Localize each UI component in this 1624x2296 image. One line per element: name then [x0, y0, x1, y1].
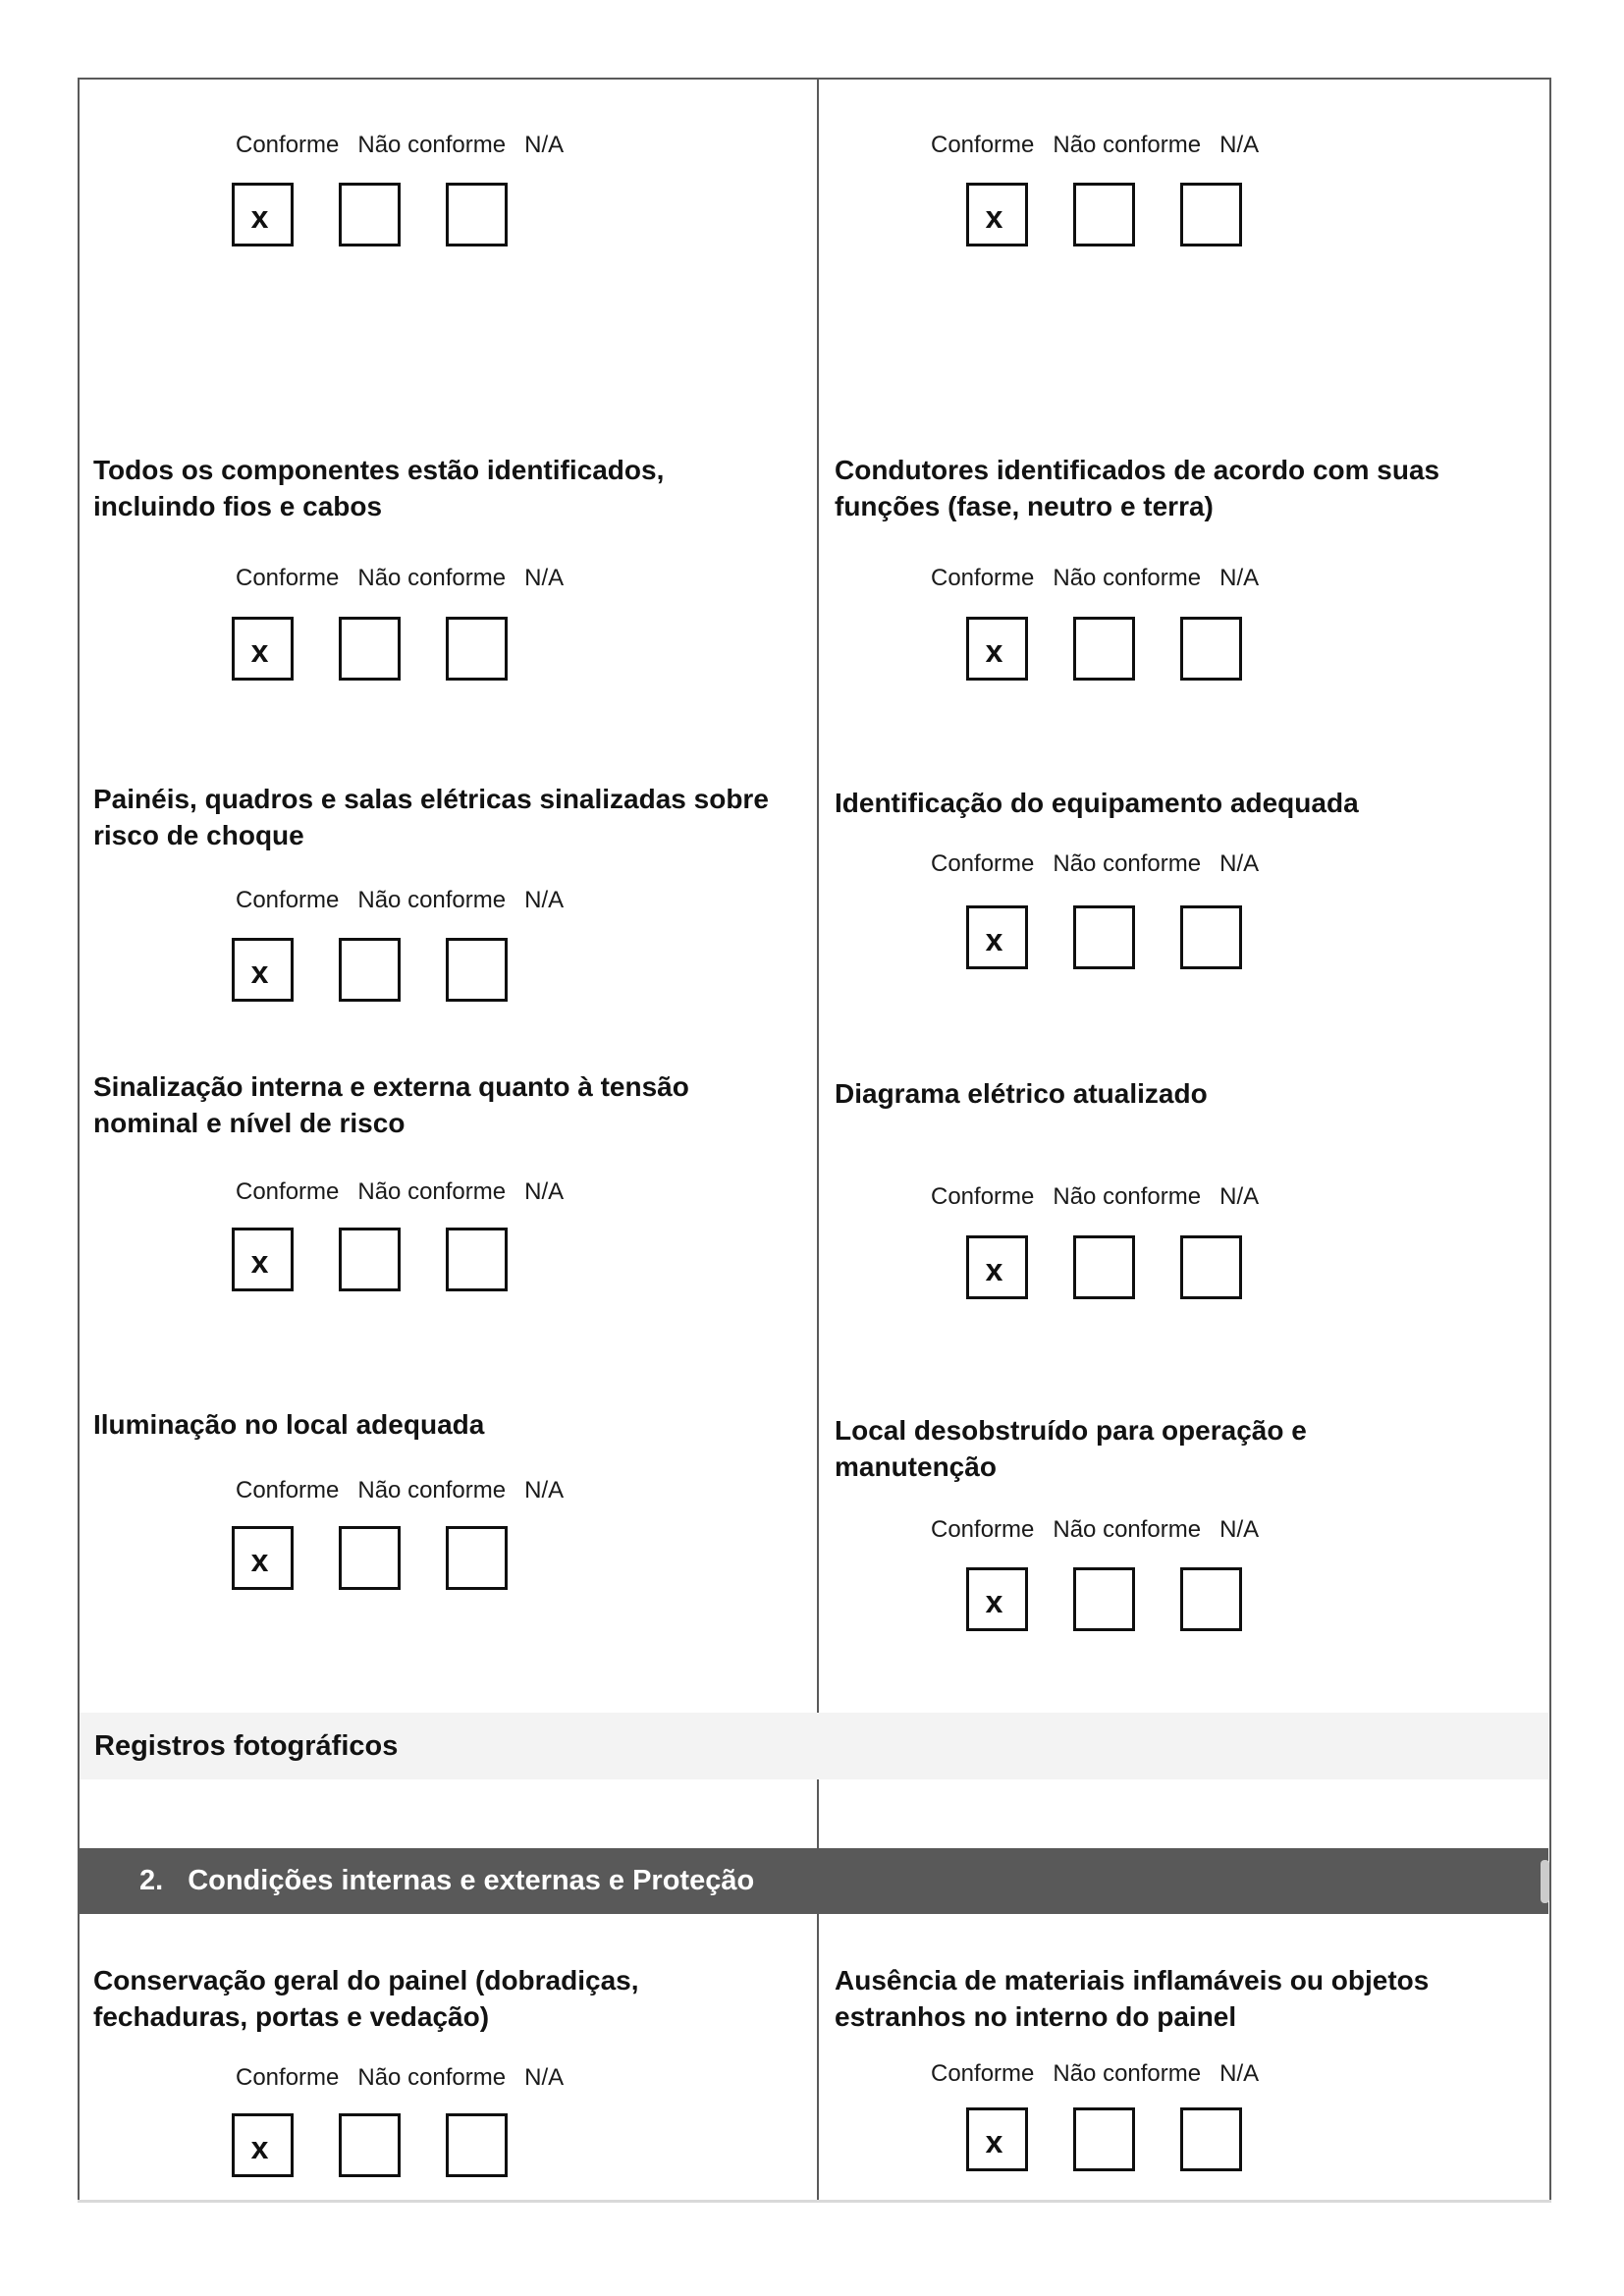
- check-mark: x: [985, 1251, 1003, 1287]
- item-label: Painéis, quadros e salas elétricas sinalizadas sobre risco de choque: [93, 784, 769, 850]
- item-label: Conservação geral do painel (dobradiças, fechaduras, portas e vedação): [93, 1965, 639, 2032]
- item-label: Diagrama elétrico atualizado: [835, 1078, 1208, 1109]
- checkbox-conforme[interactable]: [232, 617, 294, 681]
- checkbox-nao-conforme[interactable]: [1073, 1567, 1135, 1631]
- checkbox-nao-conforme[interactable]: [339, 2113, 401, 2177]
- section-header-2: [80, 1848, 1548, 1914]
- conformity-options: [236, 132, 564, 159]
- conforme-label: Conforme: [931, 565, 1035, 591]
- na-label: N/A: [524, 1477, 565, 1503]
- conforme-label: Conforme: [236, 565, 340, 591]
- conformity-options: [236, 1178, 564, 1206]
- check-mark: x: [250, 632, 269, 669]
- checkbox-na[interactable]: [446, 938, 508, 1002]
- conformity-options: [236, 565, 564, 592]
- conforme-label: Conforme: [931, 850, 1035, 877]
- conformity-options: [931, 1516, 1259, 1544]
- checkbox-conforme[interactable]: [232, 1228, 294, 1291]
- check-mark: x: [250, 198, 269, 235]
- item-label: Todos os componentes estão identificados, incluindo fios e cabos: [93, 455, 665, 521]
- checkbox-na[interactable]: [1180, 183, 1242, 246]
- conformity-options: [236, 887, 564, 914]
- conformity-options: [236, 1477, 564, 1504]
- nao-conforme-label: Não conforme: [1053, 850, 1202, 877]
- conformity-options: [931, 850, 1259, 878]
- nao-conforme-label: Não conforme: [357, 887, 507, 913]
- nao-conforme-label: Não conforme: [357, 1178, 507, 1205]
- check-mark: x: [985, 632, 1003, 669]
- checkbox-conforme[interactable]: [966, 183, 1028, 246]
- checkbox-row: [232, 183, 508, 246]
- checkbox-row: [966, 1235, 1242, 1299]
- nao-conforme-label: Não conforme: [357, 132, 507, 158]
- checkbox-nao-conforme[interactable]: [1073, 183, 1135, 246]
- checkbox-conforme[interactable]: [966, 1235, 1028, 1299]
- checkbox-conforme[interactable]: [966, 617, 1028, 681]
- conforme-label: Conforme: [236, 2064, 340, 2091]
- checkbox-nao-conforme[interactable]: [339, 1228, 401, 1291]
- checkbox-conforme[interactable]: [232, 938, 294, 1002]
- checkbox-row: [966, 183, 1242, 246]
- checkbox-conforme[interactable]: [232, 183, 294, 246]
- checkbox-conforme[interactable]: [232, 1526, 294, 1590]
- section-number: 2.: [139, 1865, 164, 1896]
- checkbox-row: [966, 617, 1242, 681]
- checkbox-nao-conforme[interactable]: [1073, 2107, 1135, 2171]
- checkbox-conforme[interactable]: [966, 2107, 1028, 2171]
- na-label: N/A: [524, 887, 565, 913]
- conforme-label: Conforme: [931, 2060, 1035, 2087]
- na-label: N/A: [1219, 132, 1260, 158]
- na-label: N/A: [1219, 850, 1260, 877]
- checkbox-nao-conforme[interactable]: [339, 617, 401, 681]
- checkbox-nao-conforme[interactable]: [339, 938, 401, 1002]
- item-label: Condutores identificados de acordo com suas funções (fase, neutro e terra): [835, 455, 1440, 521]
- na-label: N/A: [524, 565, 565, 591]
- checkbox-row: [966, 905, 1242, 969]
- subsection-title: Registros fotográficos: [94, 1729, 399, 1762]
- checkbox-na[interactable]: [446, 1228, 508, 1291]
- section-title: Condições internas e externas e Proteção: [188, 1865, 755, 1896]
- checkbox-na[interactable]: [446, 183, 508, 246]
- checkbox-nao-conforme[interactable]: [1073, 1235, 1135, 1299]
- checkbox-row: [966, 2107, 1242, 2171]
- checkbox-na[interactable]: [1180, 617, 1242, 681]
- checkbox-row: [232, 938, 508, 1002]
- conforme-label: Conforme: [236, 1178, 340, 1205]
- conformity-options: [236, 2064, 564, 2092]
- na-label: N/A: [524, 132, 565, 158]
- nao-conforme-label: Não conforme: [1053, 565, 1202, 591]
- item-label: Iluminação no local adequada: [93, 1409, 485, 1440]
- check-mark: x: [985, 198, 1003, 235]
- nao-conforme-label: Não conforme: [357, 565, 507, 591]
- checkbox-na[interactable]: [446, 617, 508, 681]
- checkbox-na[interactable]: [1180, 2107, 1242, 2171]
- checkbox-row: [232, 617, 508, 681]
- conforme-label: Conforme: [236, 132, 340, 158]
- item-label: Ausência de materiais inflamáveis ou objetos estranhos no interno do painel: [835, 1965, 1430, 2032]
- check-mark: x: [985, 921, 1003, 957]
- checkbox-nao-conforme[interactable]: [1073, 905, 1135, 969]
- checkbox-row: [232, 1526, 508, 1590]
- na-label: N/A: [1219, 565, 1260, 591]
- checkbox-row: [232, 1228, 508, 1291]
- checkbox-conforme[interactable]: [966, 1567, 1028, 1631]
- check-mark: x: [250, 2129, 269, 2165]
- checkbox-na[interactable]: [446, 1526, 508, 1590]
- check-mark: x: [985, 2123, 1003, 2159]
- check-mark: x: [250, 954, 269, 990]
- checkbox-conforme[interactable]: [232, 2113, 294, 2177]
- conforme-label: Conforme: [236, 1477, 340, 1503]
- na-label: N/A: [524, 1178, 565, 1205]
- checkbox-conforme[interactable]: [966, 905, 1028, 969]
- nao-conforme-label: Não conforme: [357, 1477, 507, 1503]
- checkbox-nao-conforme[interactable]: [339, 183, 401, 246]
- na-label: N/A: [1219, 2060, 1260, 2087]
- check-mark: x: [250, 1243, 269, 1280]
- checkbox-na[interactable]: [1180, 1235, 1242, 1299]
- conforme-label: Conforme: [931, 1516, 1035, 1543]
- conformity-options: [931, 565, 1259, 592]
- conformity-options: [931, 1183, 1259, 1211]
- nao-conforme-label: Não conforme: [1053, 132, 1202, 158]
- checkbox-row: [966, 1567, 1242, 1631]
- conforme-label: Conforme: [931, 1183, 1035, 1210]
- checkbox-na[interactable]: [1180, 905, 1242, 969]
- subsection-registros-fotograficos: [80, 1713, 1548, 1779]
- item-label: Sinalização interna e externa quanto à tensão nominal e nível de risco: [93, 1071, 689, 1138]
- checkbox-row: [232, 2113, 508, 2177]
- check-mark: x: [985, 1583, 1003, 1619]
- conforme-label: Conforme: [931, 132, 1035, 158]
- nao-conforme-label: Não conforme: [1053, 1183, 1202, 1210]
- checkbox-na[interactable]: [1180, 1567, 1242, 1631]
- checkbox-nao-conforme[interactable]: [339, 1526, 401, 1590]
- na-label: N/A: [1219, 1516, 1260, 1543]
- checkbox-na[interactable]: [446, 2113, 508, 2177]
- conformity-options: [931, 2060, 1259, 2088]
- page-bottom-divider: [78, 2200, 1551, 2203]
- check-mark: x: [250, 1542, 269, 1578]
- conformity-options: [931, 132, 1259, 159]
- na-label: N/A: [524, 2064, 565, 2091]
- nao-conforme-label: Não conforme: [1053, 2060, 1202, 2087]
- scrollbar-thumb[interactable]: [1541, 1860, 1549, 1903]
- na-label: N/A: [1219, 1183, 1260, 1210]
- item-label: Identificação do equipamento adequada: [835, 788, 1359, 818]
- checkbox-nao-conforme[interactable]: [1073, 617, 1135, 681]
- conforme-label: Conforme: [236, 887, 340, 913]
- nao-conforme-label: Não conforme: [357, 2064, 507, 2091]
- nao-conforme-label: Não conforme: [1053, 1516, 1202, 1543]
- item-label: Local desobstruído para operação e manutenção: [835, 1415, 1307, 1482]
